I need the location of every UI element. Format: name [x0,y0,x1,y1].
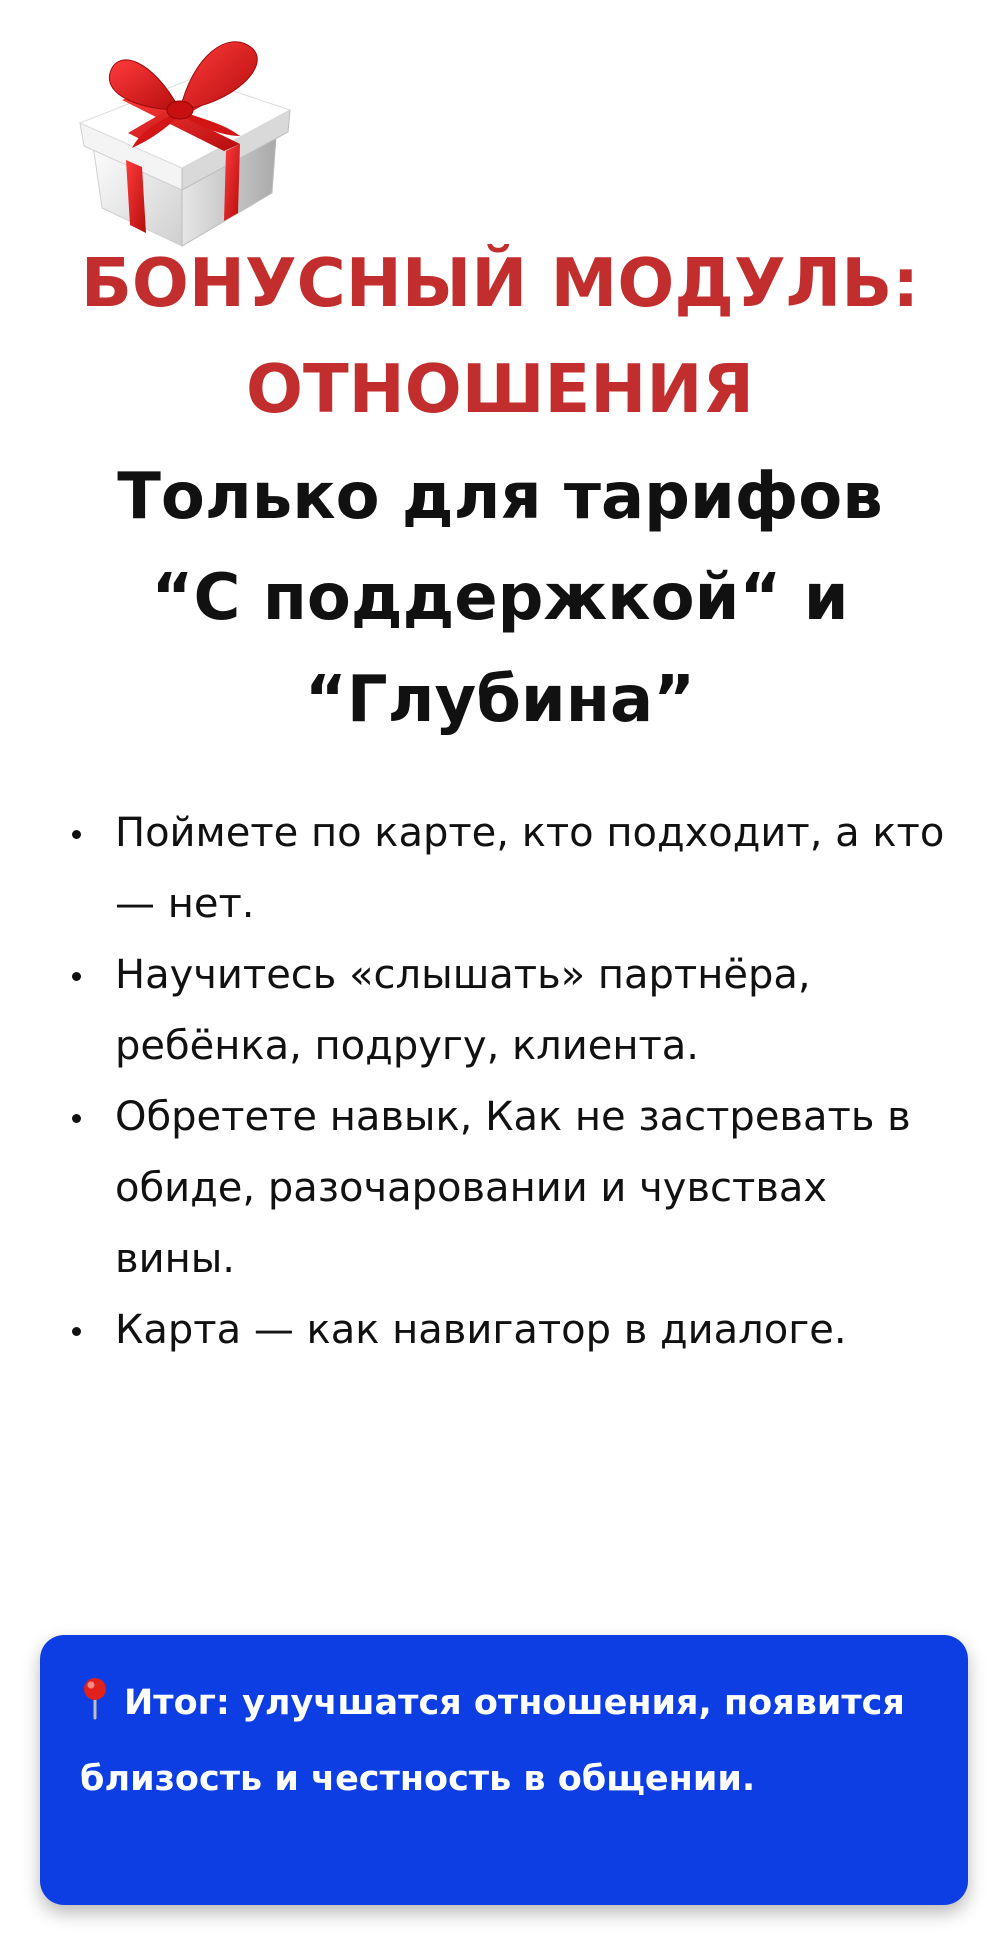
bullet-icon [72,1327,81,1336]
gift-icon [62,18,302,253]
tariff-note-line3: “Глубина” [304,663,696,737]
benefits-list [70,798,950,1366]
benefit-item [70,1295,950,1366]
tariff-note-line1: Только для тарифов [117,460,883,534]
benefit-item [70,798,950,940]
benefit-text: Обретете навык, Как не застревать в обиде, разочаровании и чувствах вины. [115,1094,911,1282]
benefit-text: Карта — как навигатор в диалоге. [115,1307,847,1353]
bonus-module-title: БОНУСНЫЙ МОДУЛЬ: [80,244,920,322]
bullet-icon [72,1114,81,1123]
benefit-text: Научитесь «слышать» партнёра, ребёнка, подругу, клиента. [115,952,811,1069]
benefit-text: Поймете по карте, кто подходит, а кто — нет. [115,810,945,927]
result-summary [80,1665,928,1817]
pushpin-icon [80,1671,110,1715]
benefit-item [70,940,950,1082]
bullet-icon [72,830,81,839]
tariff-note-line2: “С поддержкой“ и [151,561,849,635]
bonus-module-topic: ОТНОШЕНИЯ [246,350,754,428]
result-summary-box [40,1635,968,1905]
bullet-icon [72,972,81,981]
result-summary-text: Итог: улучшатся отношения, появится близость и честность в общении. [80,1683,905,1799]
benefit-item [70,1082,950,1295]
